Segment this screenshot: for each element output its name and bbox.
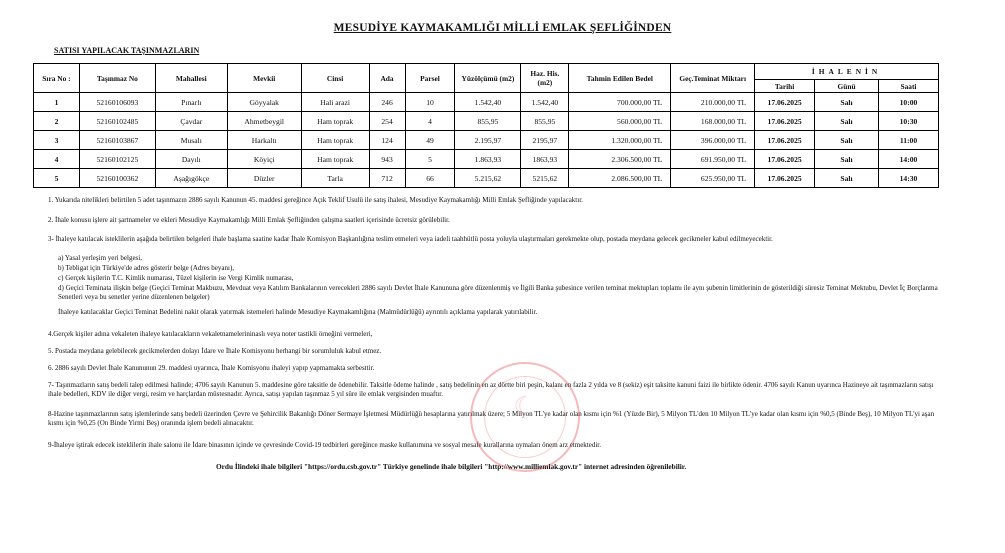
cell-tasinmaz-no: 52160102125 — [79, 150, 155, 169]
cell-yuzolcumu: 855,95 — [455, 112, 521, 131]
cell-mahalle: Aşağıgökçe — [155, 169, 227, 188]
cell-mevki: Harkaltı — [227, 131, 301, 150]
cell-mevki: Köyiçi — [227, 150, 301, 169]
table-row — [34, 93, 939, 112]
header-parsel: Parsel — [405, 64, 455, 93]
header-yuzolcumu: Yüzölçümü (m2) — [455, 64, 521, 93]
cell-bedel: 2.306.500,00 TL — [569, 150, 671, 169]
cell-mevki: Göyyalak — [227, 93, 301, 112]
header-ihale: İHALENİN — [755, 64, 939, 80]
cell-tasinmaz-no: 52160102485 — [79, 112, 155, 131]
cell-saat: 11:00 — [878, 131, 938, 150]
cell-teminat: 396.000,00 TL — [671, 131, 755, 150]
cell-yuzolcumu: 2.195,97 — [455, 131, 521, 150]
cell-parsel: 10 — [405, 93, 455, 112]
cell-mahalle: Pınarlı — [155, 93, 227, 112]
cell-teminat: 210.000,00 TL — [671, 93, 755, 112]
cell-saat: 14:30 — [878, 169, 938, 188]
cell-gun: Salı — [815, 150, 879, 169]
cell-teminat: 625.950,00 TL — [671, 169, 755, 188]
note-3c: c) Gerçek kişilerin T.C. Kimlik numarası, Tüzel kişilerin ise Vergi Kimlik numarası, — [58, 274, 294, 282]
cell-haz-his: 5215,62 — [521, 169, 569, 188]
cell-saat: 14:00 — [878, 150, 938, 169]
cell-haz-his: 1863,93 — [521, 150, 569, 169]
cell-cinsi: Hali arazi — [301, 93, 369, 112]
cell-teminat: 691.950,00 TL — [671, 150, 755, 169]
note-7: 7- Taşınmazların satış bedeli talep edilmesi halinde; 4706 sayılı Kanunun 5. maddesine göre taksitle de ödenebilir. Taksitle ödeme halinde , satış bedelinin en az dörtte biri peşin, kalanı en fazla 2 yılda ve 8 (sekiz) eşit taksitte kanuni faizi ile birlikte ödenir. 4706 sayılı Kanun uyarınca Hazineye ait taşınmazların satışı ihale bedelleri, KDV ile diğer vergi, resim ve harçlardan müstesnadır. Ayrıca, satışı yapılan taşınmaz 5 yıl süre ile emlak vergisinden muaftır. — [48, 381, 934, 399]
header-teminat: Geç.Teminat Miktarı — [671, 64, 755, 93]
cell-tasinmaz-no: 52160106093 — [79, 93, 155, 112]
note-6: 6. 2886 sayılı Devlet İhale Kanununun 29. maddesi uyarınca, İhale Komisyonu ihaleyi yapıp yapmamakta serbesttir. — [48, 364, 375, 372]
cell-sira: 2 — [34, 112, 80, 131]
table-row — [34, 150, 939, 169]
cell-yuzolcumu: 1.542,40 — [455, 93, 521, 112]
cell-ada: 124 — [369, 131, 405, 150]
cell-parsel: 4 — [405, 112, 455, 131]
cell-gun: Salı — [815, 131, 879, 150]
cell-haz-his: 1.542,40 — [521, 93, 569, 112]
cell-gun: Salı — [815, 112, 879, 131]
note-3b: b) Tebligat için Türkiye'de adres gösterir belge (Adres beyanı), — [58, 264, 235, 272]
cell-mahalle: Musalı — [155, 131, 227, 150]
cell-gun: Salı — [815, 169, 879, 188]
header-mahallesi: Mahallesi — [155, 64, 227, 93]
cell-saat: 10:00 — [878, 93, 938, 112]
cell-cinsi: Tarla — [301, 169, 369, 188]
table-row — [34, 169, 939, 188]
note-4: 4.Gerçek kişiler adına vekaleten ihaleye katılacakların vekaletnamelerininaslı veya noter tastikli örneğini vermeleri, — [48, 330, 373, 338]
cell-sira: 1 — [34, 93, 80, 112]
header-sira: Sıra No : — [34, 64, 80, 93]
cell-parsel: 66 — [405, 169, 455, 188]
cell-bedel: 700.000,00 TL — [569, 93, 671, 112]
document-title: MESUDİYE KAYMAKAMLIĞI MİLLİ EMLAK ŞEFLİĞİNDEN — [333, 22, 672, 34]
cell-tasinmaz-no: 52160100362 — [79, 169, 155, 188]
cell-tarih: 17.06.2025 — [755, 131, 815, 150]
cell-yuzolcumu: 5.215,62 — [455, 169, 521, 188]
cell-sira: 3 — [34, 131, 80, 150]
cell-haz-his: 2195,97 — [521, 131, 569, 150]
cell-haz-his: 855,95 — [521, 112, 569, 131]
note-5: 5. Postada meydana gelebilecek gecikmelerden dolayı İdare ve İhale Komisyonu herhangi bir sorumluluk kabul etmez. — [48, 347, 382, 355]
cell-parsel: 49 — [405, 131, 455, 150]
cell-ada: 246 — [369, 93, 405, 112]
header-saati: Saati — [878, 80, 938, 93]
property-table — [33, 63, 939, 188]
note-3: 3- İhaleye katılacak isteklilerin aşağıda belirtilen belgeleri ihale başlama saatine kadar İhale Komisyon Başkanlığına teslim etmeleri veya iadeli taahhütlü posta yoluyla ulaştırmaları gerekmekte olup, postada meydana gelecek gecikmeler kabul edilmeyecektir. — [48, 235, 773, 243]
header-haz-his: Haz. His. (m2) — [521, 64, 569, 93]
cell-mahalle: Dayılı — [155, 150, 227, 169]
cell-sira: 4 — [34, 150, 80, 169]
cell-tarih: 17.06.2025 — [755, 112, 815, 131]
cell-mevki: Düzler — [227, 169, 301, 188]
cell-ada: 254 — [369, 112, 405, 131]
note-8: 8-Hazine taşınmazlarının satış işlemlerinde satış bedeli üzerinden Çevre ve Şehircilik Bakanlığı Döner Sermaye İşletmesi Müdürlüğü hesaplarına yatırılmak üzere; 5 Milyon TL'ye kadar olan kısmı için %1 (Yüzde Bir), 5 Milyon TL'den 10 Milyon TL'ye kadar olan kısmı için %0,5 (Binde Beş), 10 Milyon TL'yi aşan kısmı için %0,25 (On Binde Yirmi Beş) oranında işlem bedeli alınacaktır. — [48, 410, 935, 428]
table-row — [34, 112, 939, 131]
note-3d: d) Geçici Teminata ilişkin belge (Geçici Teminat Makbuzu, Mevduat veya Katılım Bankalarının verecekleri 2886 sayılı Devlet İhale Kanununa göre düzenlenmiş ve İlgili Banka şubesince verilen teminat mektupları toplamı ile aynı şubenin limitlerinin de gösterildiği süresiz Teminat Mektubu, Devlet İç Borçlanma Senetleri veya bu senetler yerine düzenlenen belgeler) — [58, 284, 938, 302]
header-tasinmaz-no: Taşınmaz No — [79, 64, 155, 93]
cell-ada: 943 — [369, 150, 405, 169]
table-subtitle: SATISI YAPILACAK TAŞINMAZLARIN — [54, 46, 200, 55]
cell-ada: 712 — [369, 169, 405, 188]
header-cinsi: Cinsi — [301, 64, 369, 93]
cell-tarih: 17.06.2025 — [755, 169, 815, 188]
note-3e: İhaleye katılacaklar Geçici Teminat Bedelini nakit olarak yatırmak istemeleri halinde Mesudiye Kaymakamlığına (Malmüdürlüğü) ayrıntılı açıklama yapılarak yatırılabilir. — [58, 308, 538, 316]
note-3a: a) Yasal yerleşim yeri belgesi, — [58, 254, 142, 262]
cell-cinsi: Ham toprak — [301, 131, 369, 150]
header-mevkii: Mevkii — [227, 64, 301, 93]
cell-gun: Salı — [815, 93, 879, 112]
cell-tarih: 17.06.2025 — [755, 93, 815, 112]
cell-cinsi: Ham toprak — [301, 112, 369, 131]
note-2: 2. İhale konusu işlere ait şartnameler ve ekleri Mesudiye Kaymakamlığı Milli Emlak Şefliğinden çalışma saatleri içerisinde ücretsiz görülebilir. — [48, 216, 450, 224]
cell-mevki: Ahmetbeygil — [227, 112, 301, 131]
note-9: 9-İhaleye iştirak edecek isteklilerin ihale salonu ile İdare binasının içinde ve çevresinde Covid-19 tedbirleri gereğince maske kullanımına ve sosyal mesafe kurallarına uymaları önem arz etmektedir. — [48, 441, 601, 449]
cell-bedel: 560.000,00 TL — [569, 112, 671, 131]
header-gunu: Günü — [815, 80, 879, 93]
cell-yuzolcumu: 1.863,93 — [455, 150, 521, 169]
cell-bedel: 1.320.000,00 TL — [569, 131, 671, 150]
cell-sira: 5 — [34, 169, 80, 188]
footer-note: Ordu İlindeki ihale bilgileri "https://ordu.csb.gov.tr" Türkiye genelinde ihale bilgileri "http://www.milliemlak.gov.tr" internet adresinden öğrenilebilir. — [216, 462, 687, 471]
header-ada: Ada — [369, 64, 405, 93]
stamp-star-icon: ☾ — [513, 392, 537, 421]
cell-bedel: 2.086.500,00 TL — [569, 169, 671, 188]
cell-mahalle: Çavdar — [155, 112, 227, 131]
cell-parsel: 5 — [405, 150, 455, 169]
cell-saat: 10:30 — [878, 112, 938, 131]
cell-teminat: 168.000,00 TL — [671, 112, 755, 131]
header-tahmini-bedel: Tahmin Edilen Bedel — [569, 64, 671, 93]
cell-tarih: 17.06.2025 — [755, 150, 815, 169]
header-tarihi: Tarihi — [755, 80, 815, 93]
table-row — [34, 131, 939, 150]
note-1: 1. Yukarıda nitelikleri belirtilen 5 adet taşınmazın 2886 sayılı Kanunun 45. maddesi gereğince Açık Teklif Usulü ile satış ihalesi, Mesudiye Kaymakamlığı Milli Emlak Şefliğinde yapılacaktır. — [48, 196, 583, 204]
cell-tasinmaz-no: 52160103867 — [79, 131, 155, 150]
cell-cinsi: Ham toprak — [301, 150, 369, 169]
